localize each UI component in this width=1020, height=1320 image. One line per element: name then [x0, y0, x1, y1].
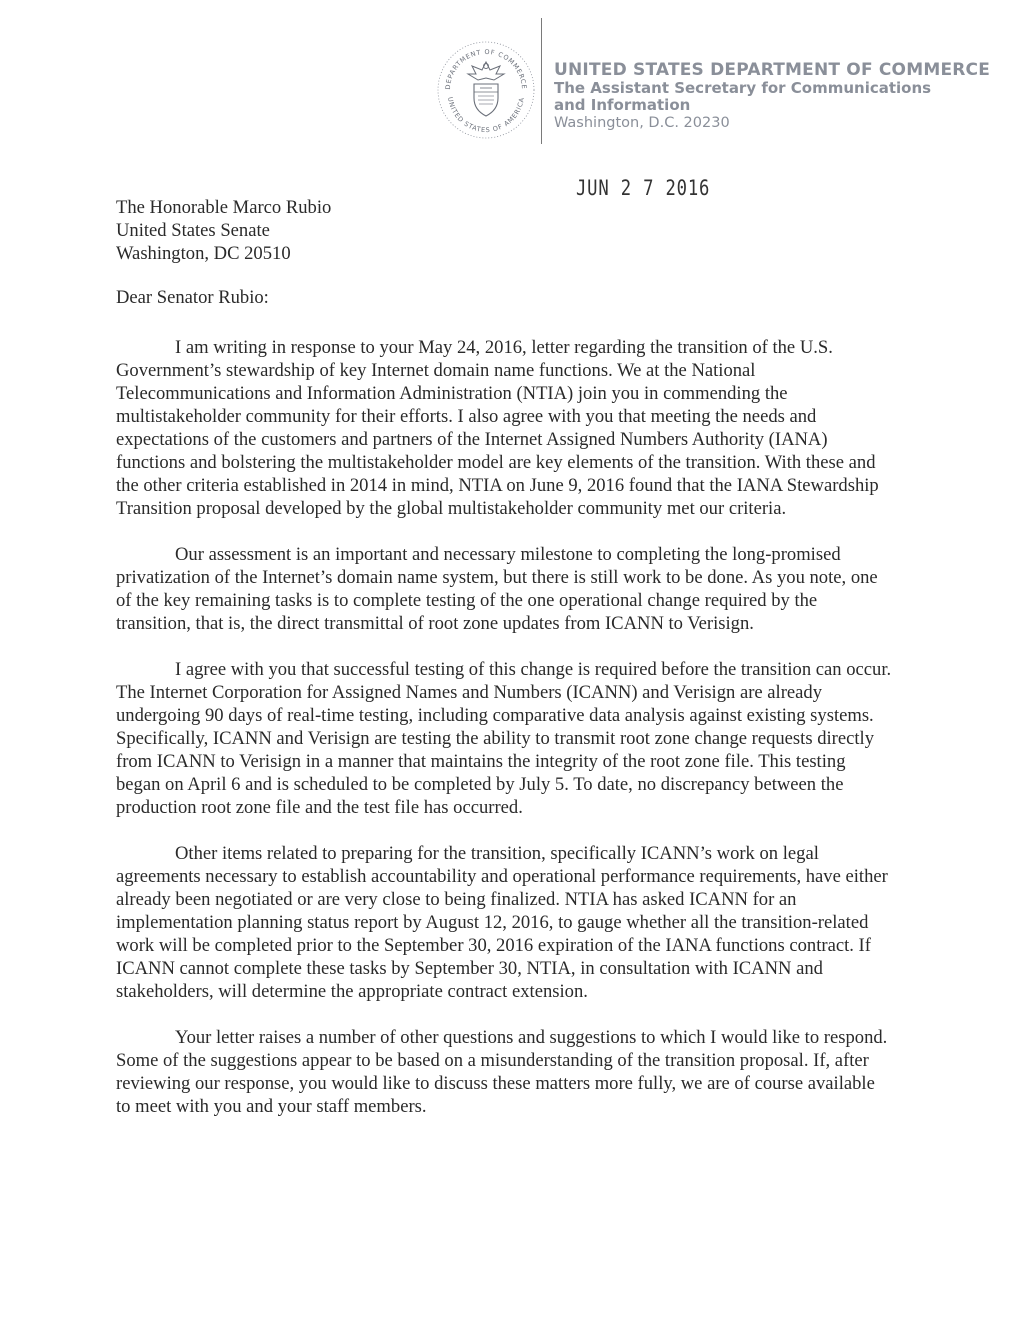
recipient-org: United States Senate [116, 220, 270, 241]
letterhead-address: Washington, D.C. 20230 [554, 115, 730, 131]
letterhead-divider [541, 18, 542, 144]
body-paragraph: I am writing in response to your May 24, 2016, letter regarding the transition of the U.S. Government’s stewardship of key Internet domain name functions. We at the National Telecommunications and Information Administration (NTIA) join you in commending the multistakeholder community for their efforts. I also agree with you that meeting the needs and expectations of the customers and partners of the Internet Assigned Numbers Authority (IANA) functions and bolstering the multistakeholder model are key elements of the transition. With these and the other criteria established in 2014 in mind, NTIA on June 9, 2016 found that the IANA Stewardship Transition proposal developed by the global multistakeholder community met our criteria. [116, 337, 879, 519]
date-stamp: JUN 2 7 2016 [576, 176, 711, 200]
body-paragraph: Your letter raises a number of other questions and suggestions to which I would like to respond. Some of the suggestions appear to be based on a misunderstanding of the transition proposal. If, after reviewing our response, you would like to discuss these matters more fully, we are of course available to meet with you and your staff members. [116, 1027, 888, 1117]
recipient-address [116, 196, 331, 265]
letterhead-department: UNITED STATES DEPARTMENT OF COMMERCE [554, 60, 991, 80]
letterhead-office-cont: and Information [554, 96, 691, 114]
body-paragraph: Other items related to preparing for the transition, specifically ICANN’s work on legal agreements necessary to establish accountability and operational performance requirements, have either already been negotiated or are very close to being finalized. NTIA has asked ICANN for an implementation planning status report by August 12, 2016, to gauge whether all the transition-related work will be completed prior to the September 30, 2016 expiration of the IANA functions contract. If ICANN cannot complete these tasks by September 30, NTIA, in consultation with ICANN and stakeholders, will determine the appropriate contract extension. [116, 843, 888, 1002]
seal-top-text: DEPARTMENT OF COMMERCE [443, 47, 529, 90]
letterhead [554, 60, 990, 133]
body-paragraph: Our assessment is an important and necessary milestone to completing the long-promised privatization of the Internet’s domain name system, but there is still work to be done. As you note, one of the key remaining tasks is to complete testing of the one operational change required by the transition, that is, the direct transmittal of root zone updates from ICANN to Verisign. [116, 544, 878, 634]
department-of-commerce-seal [436, 40, 536, 140]
seal-bottom-text: UNITED STATES OF AMERICA [446, 96, 526, 135]
salutation: Dear Senator Rubio: [116, 287, 269, 308]
recipient-city: Washington, DC 20510 [116, 243, 291, 264]
recipient-name: The Honorable Marco Rubio [116, 197, 332, 218]
svg-text:UNITED STATES OF AMERICA [446, 96, 526, 134]
letter-body [116, 336, 892, 1141]
letterhead-office: The Assistant Secretary for Communications [554, 79, 932, 97]
body-paragraph: I agree with you that successful testing of this change is required before the transition can occur. The Internet Corporation for Assigned Names and Numbers (ICANN) and Verisign are already undergoing 90 days of real-time testing, including comparative data analysis against existing systems. Specifically, ICANN and Verisign are testing the ability to transmit root zone change requests directly from ICANN to Verisign in a manner that maintains the integrity of the root zone file. This testing began on April 6 and is scheduled to be completed by July 5. To date, no discrepancy between the production root zone file and the test file has occurred. [116, 659, 892, 818]
